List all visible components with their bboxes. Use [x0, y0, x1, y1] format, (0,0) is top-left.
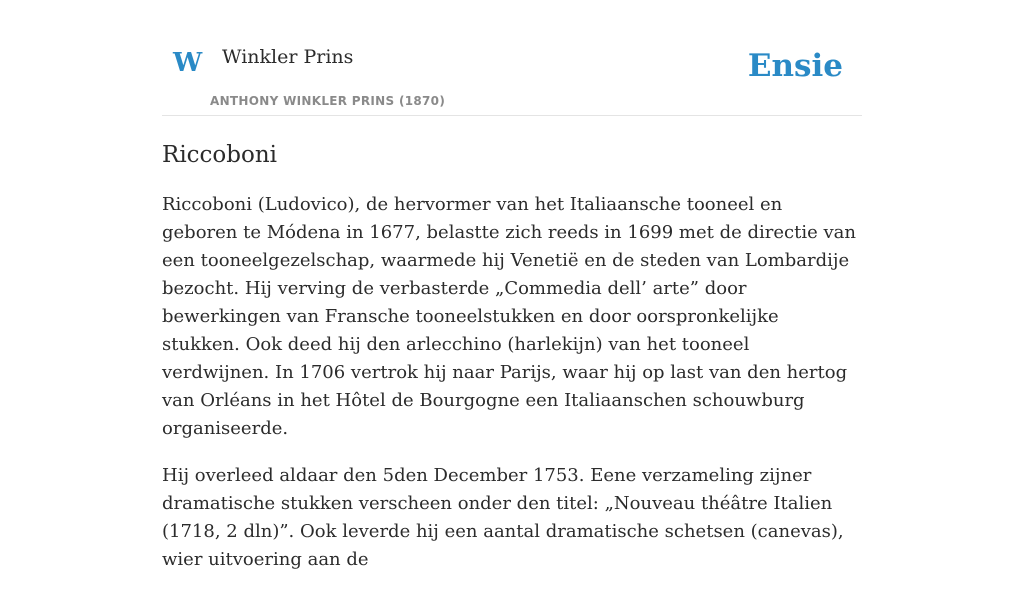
entry-title: Riccoboni [162, 142, 278, 168]
entry-paragraph: Hij overleed aldaar den 5den December 1753. Eene verzameling zijner dramatische stukken verscheen onder den titel: „Nouveau théâtre Italien (1718, 2 dln)”. Ook leverde hij een aantal dramatische schetsen (canevas), wier uitvoering aan de [162, 464, 844, 570]
book-title-link[interactable]: Winkler Prins [222, 46, 354, 68]
book-author: ANTHONY WINKLER PRINS (1870) [210, 94, 446, 108]
book-logo-icon[interactable]: W [173, 48, 203, 78]
ensie-logo-link[interactable]: Ensie [747, 48, 843, 84]
content-column [162, 0, 862, 593]
header [162, 0, 862, 116]
entry-body [162, 191, 862, 574]
entry-paragraph: Riccoboni (Ludovico), de hervormer van het Italiaansche tooneel en geboren te Módena in 1677, belastte zich reeds in 1699 met de directie van een tooneelgezelschap, waarmede hij Venetië en de steden van Lombardije bezocht. Hij verving de verbasterde „Commedia dell’ arte” door bewerkingen van Fransche tooneelstukken en door oorspronkelijke stukken. Ook deed hij den arlecchino (harlekijn) van het tooneel verdwijnen. In 1706 vertrok hij naar Parijs, waar hij op last van den hertog van Orléans in het Hôtel de Bourgogne een Italiaanschen schouwburg organiseerde. [162, 193, 856, 439]
